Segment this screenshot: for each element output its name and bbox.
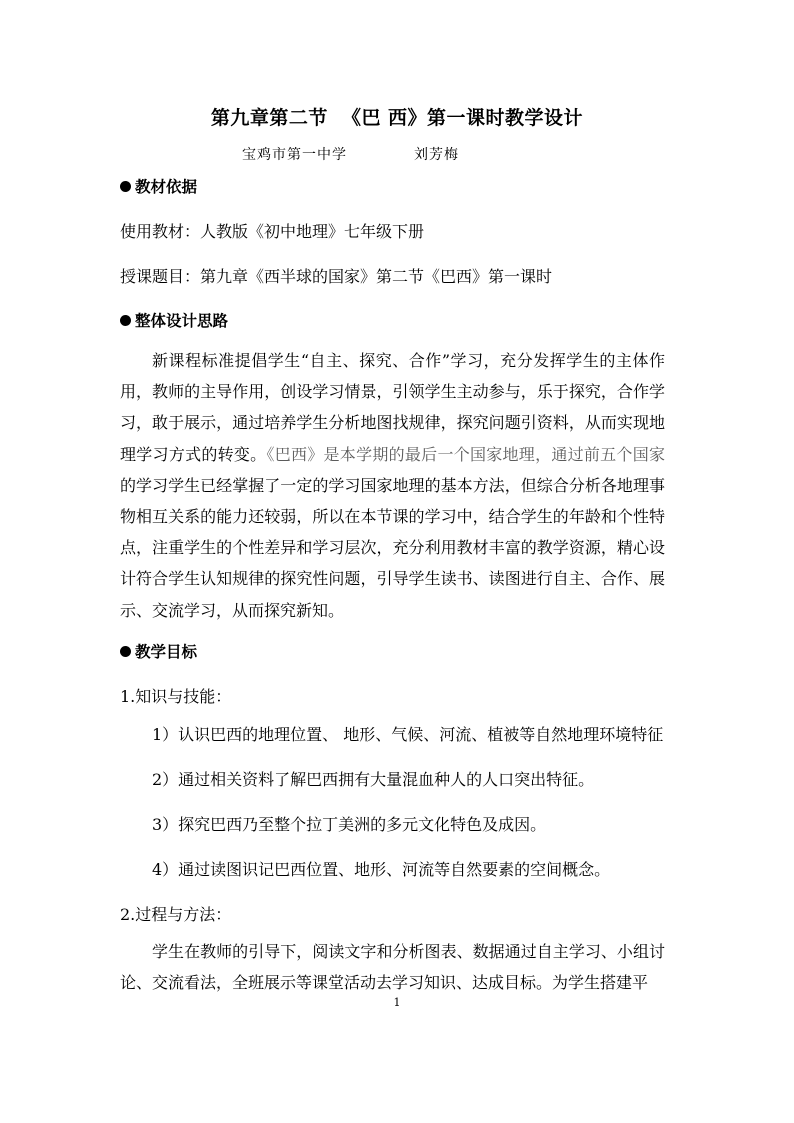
topic-line: 授课题目：第九章《西半球的国家》第二节《巴西》第一课时 bbox=[120, 267, 553, 286]
author-line bbox=[242, 144, 459, 164]
page-number: 1 bbox=[393, 996, 401, 1009]
goal-item: 4）通过读图识记巴西位置、地形、河流等自然要素的空间概念。 bbox=[152, 860, 611, 879]
document-title bbox=[0, 103, 794, 130]
author-school: 宝鸡市第一中学 bbox=[242, 147, 347, 163]
bullet-icon bbox=[120, 646, 131, 657]
bullet-icon bbox=[120, 181, 131, 192]
design-paragraph: 新课程标准提倡学生“自主、探究、合作”学习，充分发挥学生的主体作用，教师的主导作用，创设学习情景，引领学生主动参与，乐于探究，合作学习，敢于展示，通过培养学生分析地图找规律，探究问题引资料，从而实现地理学习方式的转变。《巴西》是本学期的最后一个国家地理，通过前五个国家的学习学生已经掌握了一定的学习国家地理的基本方法，但综合分析各地理事物相互关系的能力还较弱，所以在本节课的学习中，结合学生的年龄和个性特点，注重学生的个性差异和学习层次，充分利用教材丰富的教学资源，精心设计符合学生认知规律的探究性问题，引导学生读书、读图进行自主、合作、展示、交流学习，从而探究新知。 bbox=[120, 351, 665, 620]
knowledge-subtitle: 1.知识与技能： bbox=[120, 687, 232, 706]
title-lesson: 《巴 西》第一课时教学设计 bbox=[341, 107, 584, 129]
process-subtitle: 2.过程与方法： bbox=[120, 905, 232, 924]
section-heading-goals: 教学目标 bbox=[120, 640, 197, 662]
bullet-icon bbox=[120, 315, 131, 326]
design-paragraph-highlight: 《巴西》是本学期的最后一个国家地理，通过前五个国家 bbox=[266, 444, 665, 464]
author-name: 刘芳梅 bbox=[414, 147, 459, 163]
section-heading-basis: 教材依据 bbox=[120, 175, 197, 197]
process-paragraph: 学生在教师的引导下，阅读文字和分析图表、数据通过自主学习、小组讨论、交流看法，全班展示等课堂活动去学习知识、达成目标。为学生搭建平 bbox=[120, 942, 665, 993]
goal-item: 3）探究巴西乃至整个拉丁美洲的多元文化特色及成因。 bbox=[152, 815, 547, 834]
textbook-line: 使用教材：人教版《初中地理》七年级下册 bbox=[120, 222, 425, 241]
section-heading-design: 整体设计思路 bbox=[120, 309, 228, 331]
goal-item: 2）通过相关资料了解巴西拥有大量混血种人的人口突出特征。 bbox=[152, 770, 595, 789]
title-chapter: 第九章第二节 bbox=[210, 107, 328, 129]
goal-item: 1）认识巴西的地理位置、 地形、气候、河流、植被等自然地理环境特征 bbox=[152, 725, 664, 744]
